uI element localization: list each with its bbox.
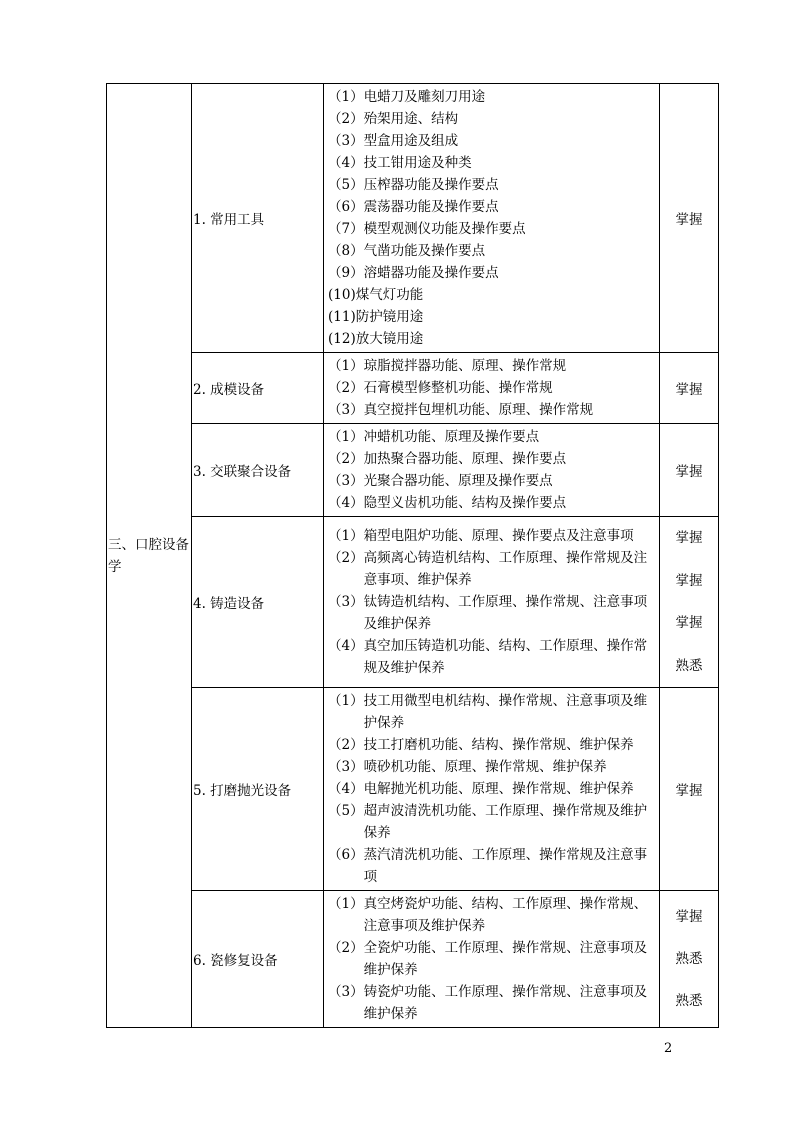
level-label: 掌握 (675, 382, 703, 398)
level-label: 掌握 (675, 572, 703, 589)
list-item: （3） 光聚合器功能、原理及操作要点 (328, 473, 553, 489)
level-label: 掌握 (675, 464, 703, 480)
list-item: （1） 箱型电阻炉功能、原理、操作要点及注意事项 (328, 528, 634, 544)
list-item: （6） 震荡器功能及操作要点 (328, 199, 499, 215)
level-cell (660, 84, 719, 353)
table-row (107, 353, 719, 424)
table-row (107, 84, 719, 353)
module-name: 1. 常用工具 (192, 84, 324, 353)
list-item: （4） 真空加压铸造机功能、结构、工作原理、操作常规及维护保养 (328, 638, 648, 676)
level-label: 熟悉 (675, 993, 703, 1009)
list-item: （1） 电蜡刀及雕刻刀用途 (328, 89, 486, 105)
module-name: 2. 成模设备 (192, 353, 324, 424)
list-item: (11) 防护镜用途 (328, 309, 424, 325)
table-row (107, 891, 719, 1028)
level-cell (660, 424, 719, 517)
module-name: 6. 瓷修复设备 (192, 891, 324, 1028)
list-item: （3） 真空搅拌包埋机功能、原理、操作常规 (328, 402, 594, 418)
list-item: （3） 喷砂机功能、原理、操作常规、维护保养 (328, 759, 607, 775)
category-cell: 三、口腔设备学 (107, 84, 192, 1028)
level-cell (660, 891, 719, 1028)
table-row (107, 517, 719, 688)
syllabus-table (106, 83, 719, 1028)
list-item: (12) 放大镜用途 (328, 331, 424, 347)
module-name: 4. 铸造设备 (192, 517, 324, 688)
list-item: （1） 真空烤瓷炉功能、结构、工作原理、操作常规、注意事项及维护保养 (328, 896, 648, 934)
module-items (324, 424, 660, 517)
list-item: (10) 煤气灯功能 (328, 287, 424, 303)
level-cell (660, 688, 719, 891)
list-item: （1） 冲蜡机功能、原理及操作要点 (328, 429, 540, 445)
list-item: （4） 电解抛光机功能、原理、操作常规、维护保养 (328, 781, 634, 797)
level-label: 掌握 (675, 909, 703, 925)
table-row (107, 688, 719, 891)
level-label: 掌握 (675, 530, 703, 547)
module-name: 3. 交联聚合设备 (192, 424, 324, 517)
list-item: （9） 溶蜡器功能及操作要点 (328, 265, 499, 281)
list-item: （1） 琼脂搅拌器功能、原理、操作常规 (328, 358, 567, 374)
level-cell (660, 353, 719, 424)
level-label: 掌握 (675, 212, 703, 228)
module-name: 5. 打磨抛光设备 (192, 688, 324, 891)
module-items (324, 688, 660, 891)
module-items (324, 84, 660, 353)
list-item: （3） 钛铸造机结构、工作原理、操作常规、注意事项及维护保养 (328, 594, 648, 632)
level-label: 熟悉 (675, 657, 703, 674)
list-item: （3） 铸瓷炉功能、工作原理、操作常规、注意事项及维护保养 (328, 984, 648, 1022)
list-item: （4） 技工钳用途及种类 (328, 155, 472, 171)
list-item: （1） 技工用微型电机结构、操作常规、注意事项及维护保养 (328, 693, 648, 731)
level-label: 掌握 (675, 615, 703, 632)
list-item: （7） 模型观测仪功能及操作要点 (328, 221, 526, 237)
list-item: （2） 石膏模型修整机功能、操作常规 (328, 380, 553, 396)
list-item: （3） 型盒用途及组成 (328, 133, 459, 149)
module-items (324, 517, 660, 688)
list-item: （5） 超声波清洗机功能、工作原理、操作常规及维护保养 (328, 803, 648, 841)
list-item: （2） 高频离心铸造机结构、工作原理、操作常规及注意事项、维护保养 (328, 550, 648, 588)
list-item: （8） 气凿功能及操作要点 (328, 243, 486, 259)
module-items (324, 353, 660, 424)
list-item: （4） 隐型义齿机功能、结构及操作要点 (328, 495, 567, 511)
page-number: 2 (664, 1041, 673, 1056)
module-items (324, 891, 660, 1028)
level-label: 熟悉 (675, 951, 703, 967)
list-item: （6） 蒸汽清洗机功能、工作原理、操作常规及注意事项 (328, 847, 648, 885)
list-item: （2） 殆架用途、结构 (328, 111, 459, 127)
list-item: （5） 压榨器功能及操作要点 (328, 177, 499, 193)
list-item: （2） 技工打磨机功能、结构、操作常规、维护保养 (328, 737, 634, 753)
list-item: （2） 加热聚合器功能、原理、操作要点 (328, 451, 567, 467)
list-item: （2） 全瓷炉功能、工作原理、操作常规、注意事项及维护保养 (328, 940, 648, 978)
level-label: 掌握 (675, 783, 703, 799)
table-row (107, 424, 719, 517)
level-cell (660, 517, 719, 688)
